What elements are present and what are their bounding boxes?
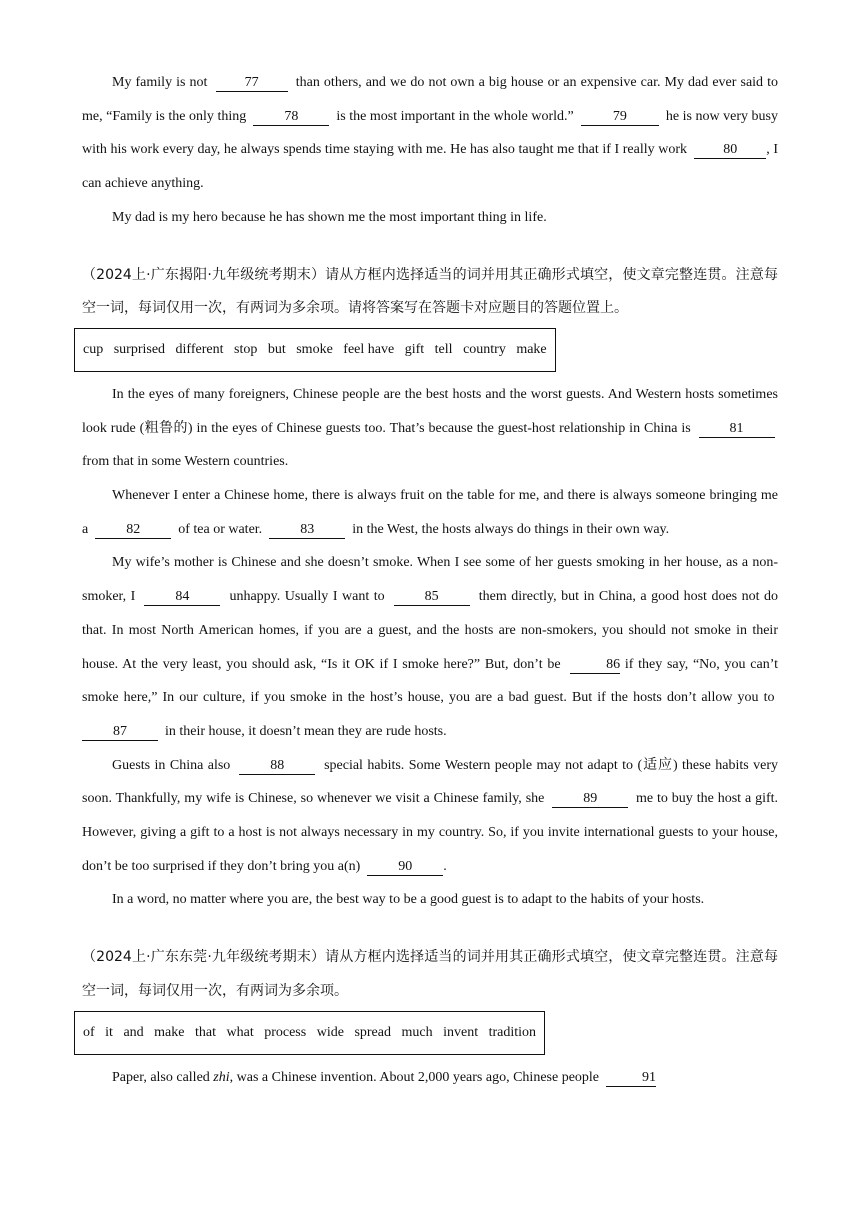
text: . <box>443 858 447 874</box>
text: in the West, the hosts always do things in their own way. <box>352 521 670 537</box>
text: , was a Chinese invention. About 2,000 years ago, Chinese people <box>229 1069 600 1085</box>
word-bank-item: country <box>463 341 506 357</box>
answer-blank-78[interactable]: 78 <box>253 109 329 126</box>
passage-paragraph: In a word, no matter where you are, the best way to be a good guest is to adapt to the habits of your hosts. <box>112 892 705 908</box>
answer-blank-79[interactable]: 79 <box>581 109 659 126</box>
answer-blank-77[interactable]: 77 <box>216 75 288 92</box>
word-bank-item: and <box>123 1024 144 1040</box>
word-bank-item: gift <box>404 341 425 357</box>
italic-term: zhi <box>213 1069 230 1085</box>
text: Guests in China also <box>112 757 231 773</box>
text: than others, and we do not own a big house or an expensive car. My dad ever said to me, “Family is the only thing <box>82 75 779 124</box>
answer-blank-88[interactable]: 88 <box>239 758 315 775</box>
text: is the most important in the whole world.” <box>336 108 574 124</box>
text: , I can achieve anything. <box>82 142 778 192</box>
text: unhappy. Usually I want to <box>229 589 385 605</box>
passage-paragraph <box>82 749 778 884</box>
passage-paragraph <box>82 479 778 546</box>
text: In the eyes of many foreigners, Chinese people are the best hosts and the worst guests. And Western hosts sometimes look rude (粗鲁的) in the eyes of Chinese guests too. That’s because the guest-host relationship in China is <box>82 386 778 436</box>
text: if they say, “No, you can’t smoke here,” In our culture, if you smoke in the host’s house, you are a bad guest. But if the hosts don’t allow you to <box>82 656 779 706</box>
spacer <box>82 917 778 941</box>
word-bank-item: stop <box>234 341 258 357</box>
word-bank-wrapper <box>82 328 778 372</box>
answer-blank-81[interactable]: 81 <box>699 421 775 438</box>
answer-blank-84[interactable]: 84 <box>144 589 220 606</box>
text: My wife’s mother is Chinese and she doesn’t smoke. When I see some of her guests smoking in her house, as a non-smoker, I <box>82 555 778 605</box>
text: Whenever I enter a Chinese home, there is always fruit on the table for me, and there is always someone bringing me a <box>82 488 778 537</box>
passage-paragraph <box>82 66 778 201</box>
text: of tea or water. <box>178 521 263 537</box>
section-instruction: （2024上·广东东莞·九年级统考期末）请从方框内选择适当的词并用其正确形式填空，使文章完整连贯。注意每空一词，每词仅用一次，有两词为多余项。 <box>82 949 778 999</box>
word-bank-box <box>74 328 556 372</box>
answer-blank-87[interactable]: 87 <box>82 724 158 741</box>
text: in their house, it doesn’t mean they are rude hosts. <box>165 723 447 739</box>
answer-blank-80[interactable]: 80 <box>694 142 766 159</box>
word-bank-item: invent <box>443 1024 479 1040</box>
section-instruction: （2024上·广东揭阳·九年级统考期末）请从方框内选择适当的词并用其正确形式填空，使文章完整连贯。注意每空一词，每词仅用一次，有两词为多余项。请将答案写在答题卡对应题目的答题位置上。 <box>82 266 778 317</box>
passage-paragraph <box>82 378 778 479</box>
answer-blank-83[interactable]: 83 <box>269 522 345 539</box>
text: Paper, also called <box>112 1069 210 1085</box>
word-bank-item: that <box>195 1024 216 1040</box>
word-bank-item: process <box>264 1024 307 1040</box>
word-bank-item: tradition <box>488 1024 537 1040</box>
word-bank-wrapper <box>82 1011 778 1055</box>
word-bank-item: of <box>83 1024 95 1040</box>
word-bank-item: what <box>226 1024 254 1040</box>
answer-blank-82[interactable]: 82 <box>95 522 171 539</box>
answer-blank-85[interactable]: 85 <box>394 589 470 606</box>
spacer <box>82 235 778 259</box>
word-bank-item: it <box>105 1024 113 1040</box>
word-bank-item: make <box>516 341 547 357</box>
answer-blank-89[interactable]: 89 <box>552 791 628 808</box>
text: me to buy the host a gift. However, giving a gift to a host is not always necessary in my country. So, if you invite international guests to your house, don’t be too surprised if they don’t bring you a(n) <box>82 791 779 874</box>
text: My family is not <box>112 75 208 90</box>
answer-blank-91[interactable]: 91 <box>606 1070 656 1087</box>
passage-paragraph <box>82 1061 778 1095</box>
word-bank-item: surprised <box>113 341 166 357</box>
word-bank-item: make <box>154 1024 185 1040</box>
word-bank-item: but <box>267 341 286 357</box>
word-bank-box <box>74 1011 545 1055</box>
word-bank-item: cup <box>83 341 104 357</box>
word-bank-item: much <box>401 1024 433 1040</box>
answer-blank-90[interactable]: 90 <box>367 859 443 876</box>
word-bank-item: smoke <box>296 341 333 357</box>
text: from that in some Western countries. <box>82 454 289 470</box>
word-bank-item: wide <box>316 1024 344 1040</box>
passage-paragraph: My dad is my hero because he has shown me the most important thing in life. <box>112 209 547 225</box>
word-bank-item: tell <box>434 341 453 357</box>
answer-blank-86[interactable]: 86 <box>570 657 620 674</box>
passage-paragraph <box>82 546 778 748</box>
text: he is now very busy with his work every day, he always spends time staying with me. He has also taught me that if I really work <box>82 108 779 158</box>
word-bank-item: spread <box>354 1024 391 1040</box>
word-bank-item: different <box>175 341 224 357</box>
word-bank-item: feel have <box>343 341 395 357</box>
text: them directly, but in China, a good host does not do that. In most North American homes, if you are a guest, and the hosts are non-smokers, you should not smoke in their house. At the very least, you should ask, “Is it OK if I smoke here?” But, don’t be <box>82 589 779 672</box>
text: special habits. Some Western people may not adapt to (适应) these habits very soon. Thankfully, my wife is Chinese, so whenever we visit a Chinese family, she <box>82 757 778 807</box>
document-page <box>82 66 778 1094</box>
